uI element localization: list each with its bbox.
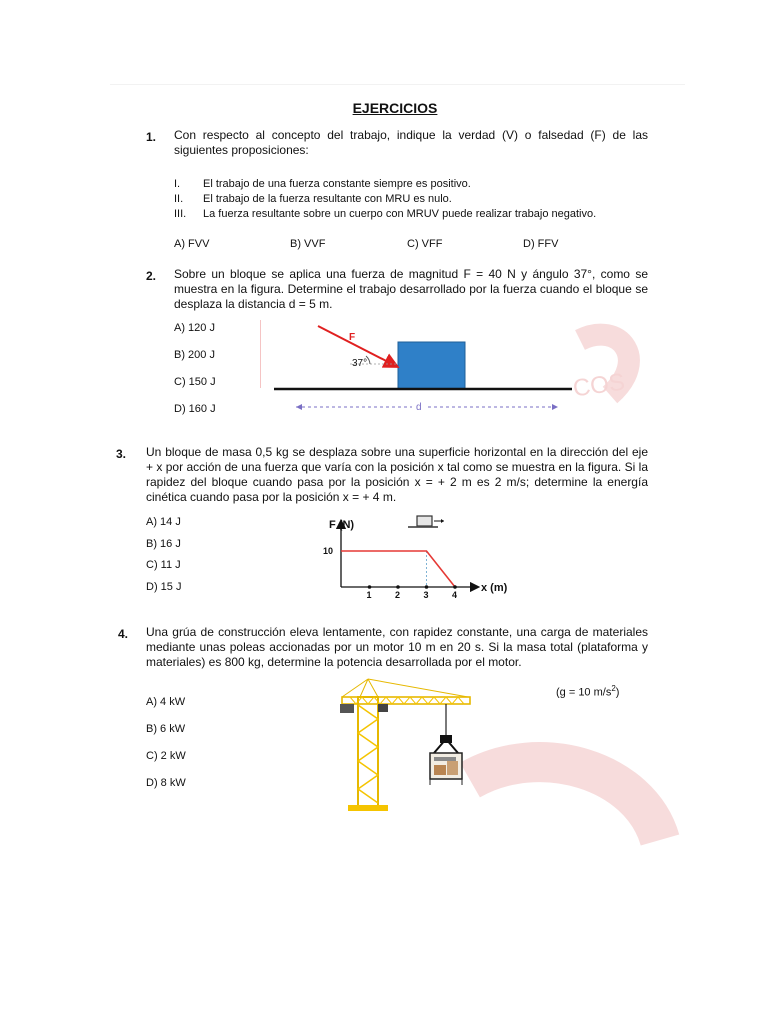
q3-text: Un bloque de masa 0,5 kg se desplaza sobre una superficie horizontal en la dirección del eje + x por acción de una fuerza que varía con la posición x tal como se muestra en la figura. Si la rapidez del bloque cuando pasa por la posición x = + 2 m es 2 m/s; determine la energía cinética cuando pasa por la posición x = + 4 m. [146, 445, 648, 504]
q2-text: Sobre un bloque se aplica una fuerza de magnitud F = 40 N y ángulo 37°, como se muestra en la figura. Determine el trabajo desarrollado por la fuerza cuando el bloque se desplaza la distancia d = 5 m. [174, 267, 648, 311]
q1-item-text: El trabajo de la fuerza resultante con MRU es nulo. [203, 193, 452, 205]
q1-option-a: A) FVV [174, 238, 210, 250]
x-tick-mark [453, 585, 457, 589]
q1-item-num: I. [174, 178, 181, 190]
q1-option-b: B) VVF [290, 238, 326, 250]
x-tick-mark [425, 585, 429, 589]
q2-figure [260, 318, 590, 422]
q3-number: 3. [116, 447, 127, 461]
q1-item-text: El trabajo de una fuerza constante siempre es positivo. [203, 178, 471, 190]
angle-label: 37° [352, 358, 368, 369]
y-tick-label: 10 [323, 546, 334, 556]
distance-label: d [416, 402, 422, 413]
x-tick-label: 3 [423, 590, 429, 600]
q2-option-d: D) 160 J [174, 403, 216, 415]
gravity-exponent: 2 [611, 684, 616, 693]
q2-number: 2. [146, 269, 157, 283]
y-axis-label: F (N) [329, 519, 355, 531]
counterweight [340, 704, 354, 713]
crane-cab [378, 704, 388, 712]
x-tick-mark [396, 585, 400, 589]
crane-figure [330, 675, 480, 815]
q4-option-c: C) 2 kW [146, 750, 186, 762]
q1-number: 1. [146, 130, 157, 144]
x-tick-mark [368, 585, 372, 589]
q2-option-a: A) 120 J [174, 322, 215, 334]
q3-chart [300, 512, 530, 600]
force-series-line [341, 551, 455, 587]
x-tick-label: 4 [452, 590, 458, 600]
q4-text: Una grúa de construcción eleva lentamente, con rapidez constante, una carga de materiales mediante unas poleas accionadas por un motor 10 m en 20 s. Si la masa total (plataforma y materiales) es 800 kg, determine la potencia desarrollada por el motor. [146, 625, 648, 669]
q4-option-a: A) 4 kW [146, 696, 186, 708]
q3-option-d: D) 15 J [146, 581, 182, 593]
header-rule [110, 84, 685, 85]
q2-option-c: C) 150 J [174, 376, 216, 388]
q1-item-text: La fuerza resultante sobre un cuerpo con MRUV puede realizar trabajo negativo. [203, 208, 597, 220]
block [398, 342, 465, 389]
q4-number: 4. [118, 627, 129, 641]
gravity-close: ) [615, 686, 620, 699]
q4-option-b: B) 6 kW [146, 723, 186, 735]
q2-option-b: B) 200 J [174, 349, 215, 361]
q1-item-num: III. [174, 208, 187, 220]
q3-option-b: B) 16 J [146, 538, 181, 550]
watermark-text: COS [571, 368, 627, 403]
x-tick-label: 2 [395, 590, 401, 600]
x-axis-label: x (m) [481, 582, 508, 594]
distance-arrowhead [296, 404, 302, 410]
q4-given-gravity [556, 684, 619, 699]
q3-option-c: C) 11 J [146, 559, 181, 571]
crane-base [348, 805, 388, 811]
q3-option-a: A) 14 J [146, 516, 181, 528]
x-tick-label: 1 [366, 590, 372, 600]
distance-arrowhead [552, 404, 558, 410]
mini-block-figure [408, 516, 444, 528]
q1-option-c: C) VFF [407, 238, 443, 250]
q1-option-d: D) FFV [523, 238, 559, 250]
gravity-text: (g = 10 m/s [556, 686, 612, 699]
page-title: EJERCICIOS [352, 100, 438, 116]
q1-item-num: II. [174, 193, 184, 205]
q1-text: Con respecto al concepto del trabajo, indique la verdad (V) o falsedad (F) de las siguientes proposiciones: [174, 128, 648, 157]
q4-option-d: D) 8 kW [146, 777, 186, 789]
force-label: F [349, 332, 356, 343]
